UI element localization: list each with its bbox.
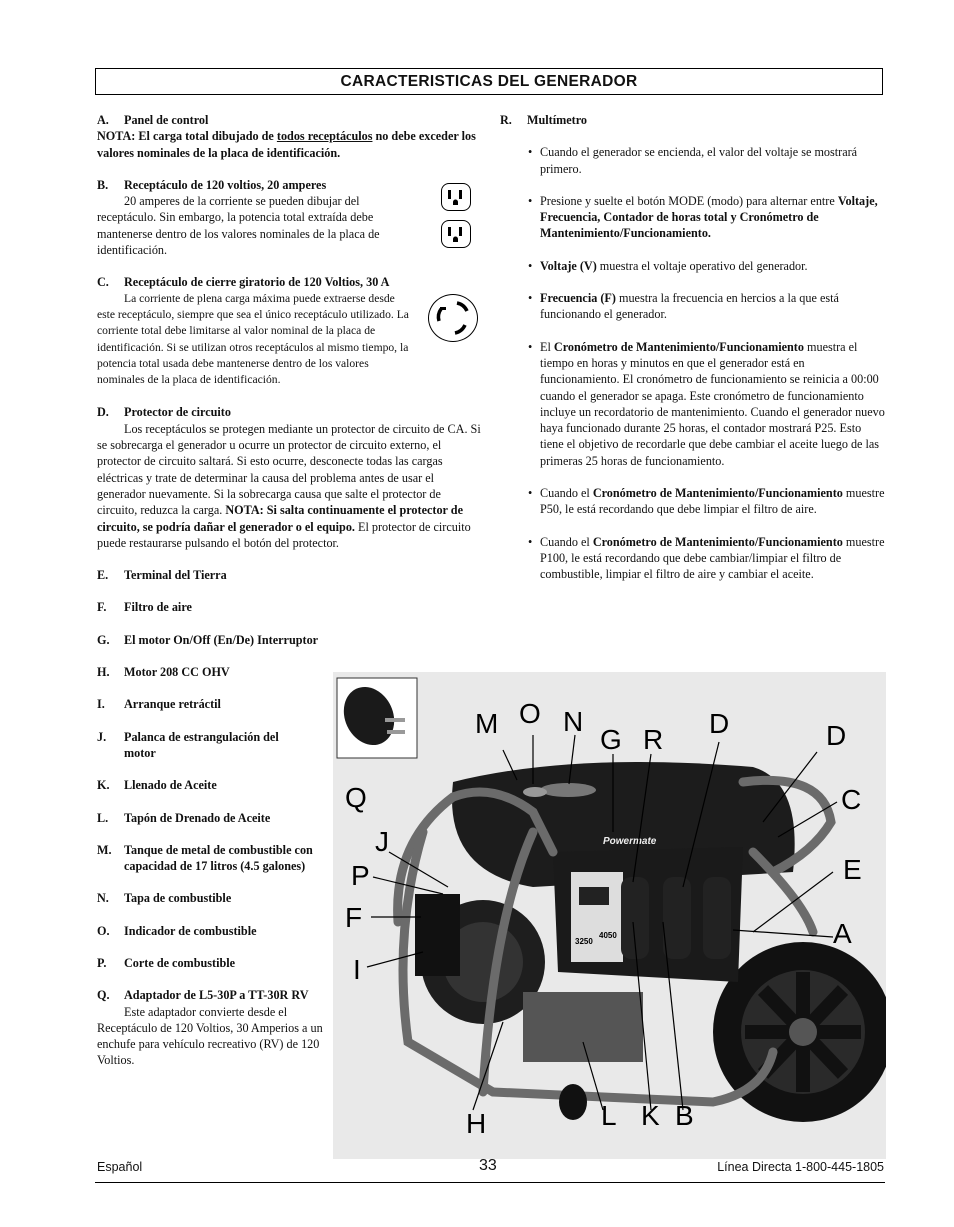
bullet-3: • Voltaje (V) muestra el voltaje operativo del generador. <box>528 258 808 273</box>
twist-lock-outlet-icon <box>428 294 478 342</box>
label-g: G <box>600 724 622 755</box>
brand-logo: Powermate <box>603 836 657 847</box>
item-a-note: NOTA: El carga total dibujado de todos receptáculos no debe exceder los valores nominales de la placa de identificación. <box>97 129 476 160</box>
bullet-2: • Presione y suelte el botón MODE (modo) para alternar entre Voltaje, Frecuencia, Contador de horas total y Cronómetro de Mantenimiento/Funcionamiento. <box>528 193 878 241</box>
duplex-outlet-icon <box>441 183 471 211</box>
item-o: O. Indicador de combustible <box>97 923 257 938</box>
label-d-right: D <box>826 720 847 751</box>
item-p: P. Corte de combustible <box>97 955 236 970</box>
label-a: A <box>833 918 852 949</box>
footer-hotline: Línea Directa 1-800-445-1805 <box>717 1160 884 1174</box>
item-g: G. El motor On/Off (En/De) Interruptor <box>97 632 319 647</box>
item-q-body: Este adaptador convierte desde el Receptáculo de 120 Voltios, 30 Amperios a un enchufe para vehículo recreativo (RV) de 120 Voltios. <box>97 1004 323 1068</box>
item-d: D. Protector de circuito Los receptáculos se protegen mediante un protector de circuito de CA. Si se sobrecarga el generador u ocurre un protector de circuito externo, el protector de circuito saltará. Si esto ocurre, desconecte todas las cargas eléctricas y trate de determinar la causa del problema antes de usar el generador nuevamente. Si la sobrecarga causa que salte el protector de circuito, reduzca la carga. NOTA: Si salta continuamente el protector de circuito, se podría dañar el generador o el equipo. El protector de circuito puede restaurarse pulsando el botón del protector. <box>97 405 481 550</box>
label-m: M <box>475 708 499 739</box>
item-r: R. Multímetro <box>500 113 588 127</box>
label-k: K <box>641 1100 660 1131</box>
item-i: I. Arranque retráctil <box>97 697 221 712</box>
panel-left-rating: 3250 <box>575 937 593 946</box>
item-c-body: La corriente de plena carga máxima puede extraerse desde este receptáculo, siempre que sea el único receptáculo utilizado. La corriente total debe limitarse al valor nominal de la placa de identificación. Si se utilizan otros receptáculos al mismo tiempo, la potencia total usada debe mantenerse dentro de los valores nominales de la placa de identificación. <box>97 291 409 387</box>
right-column <box>500 112 886 599</box>
section-title-box <box>95 68 883 95</box>
label-c: C <box>841 784 862 815</box>
item-d-title: Protector de circuito <box>124 405 231 420</box>
label-j: J <box>375 826 389 857</box>
bullet-5: • El Cronómetro de Mantenimiento/Funcionamiento muestra el tiempo en horas y minutos en que el generador está en funcionamiento. El cronómetro de funcionamiento se reinicia a 00:00 cuando el generador se apaga. Este cronómetro de funcionamiento incluye un recordatorio de mantenimiento. Cuando el generador nuevo haya funcionado durante 25 horas, el contador mostrará P25. Esto tiene el objetivo de recordarle que debe cambiar el aceite luego de las primeras 25 horas de funcionamiento. <box>528 339 885 468</box>
label-r: R <box>643 724 664 755</box>
item-a: A. Panel de control NOTA: El carga total dibujado de todos receptáculos no debe exceder los valores nominales de la placa de identificación. <box>97 112 482 161</box>
item-c: C. Receptáculo de cierre giratorio de 120 Voltios, 30 A La corriente de plena carga máxima puede extraerse desde este receptáculo, siempre que sea el único receptáculo utilizado. La corriente total debe limitarse al valor nominal de la placa de identificación. Si se utilizan otros receptáculos al mismo tiempo, la potencia total usada debe mantenerse dentro de los valores nominales de la placa de identificación. <box>97 274 482 388</box>
item-h: H. Motor 208 CC OHV <box>97 665 230 680</box>
label-p: P <box>351 860 370 891</box>
duplex-outlet-icon <box>441 220 471 248</box>
footer-rule <box>95 1182 885 1183</box>
label-i: I <box>353 954 361 985</box>
page-number: 33 <box>479 1157 497 1174</box>
item-a-title: Panel de control <box>124 113 209 127</box>
bullet-7: • Cuando el Cronómetro de Mantenimiento/Funcionamiento muestre P100, le está recordando que debe cambiar/limpiar el filtro de combustible, limpiar el filtro de aire y cambiar el aceite. <box>528 534 885 582</box>
bullet-4: • Frecuencia (F) muestra la frecuencia en hercios a la que está funcionando el generador. <box>528 291 839 322</box>
panel-right-rating: 4050 <box>599 931 617 940</box>
label-n: N <box>563 706 584 737</box>
item-j: J. Palanca de estrangulación del motor <box>97 729 279 760</box>
item-k: K. Llenado de Aceite <box>97 778 217 793</box>
item-d-body: Los receptáculos se protegen mediante un protector de circuito de CA. Si se sobrecarga el generador u ocurre un protector de circuito externo, el protector de circuito saltará. Si esto ocurre, desconecte todas las cargas eléctricas y trate de determinar la causa del problema antes de usar el generador nuevamente. Si la sobrecarga causa que salte el protector de circuito, reduzca la carga. NOTA: Si salta continuamente el protector de circuito, se podría dañar el generador o el equipo. El protector de circuito puede restaurarse pulsando el botón del protector. <box>97 421 481 550</box>
item-e: E. Terminal del Tierra <box>97 568 227 583</box>
item-b-body: 20 amperes de la corriente se pueden dibujar del receptáculo. Sin embargo, la potencia total extraída debe mantenerse dentro de los valores nominales de la placa de identificación. <box>97 194 380 258</box>
bullet-1: • Cuando el generador se encienda, el valor del voltaje se mostrará primero. <box>528 145 858 176</box>
label-h: H <box>466 1108 487 1139</box>
item-q: Q. Adaptador de L5-30P a TT-30R RV Este adaptador convierte desde el Receptáculo de 120 Voltios, 30 Amperios a un enchufe para vehículo recreativo (RV) de 120 Voltios. <box>97 987 327 1068</box>
section-title: CARACTERISTICAS DEL GENERADOR <box>340 72 638 90</box>
label-q: Q <box>345 782 367 813</box>
footer-language: Español <box>97 1160 143 1174</box>
item-m: M. Tanque de metal de combustible con capacidad de 17 litros (4.5 galones) <box>97 842 313 874</box>
item-b: B. Receptáculo de 120 voltios, 20 amperes 20 amperes de la corriente se pueden dibujar del receptáculo. Sin embargo, la potencia total extraída debe mantenerse dentro de los valores nominales de la placa de identificación. <box>97 177 482 258</box>
item-n: N. Tapa de combustible <box>97 891 232 906</box>
label-f: F <box>345 902 363 933</box>
generator-photo <box>333 672 886 1159</box>
label-e: E <box>843 854 862 885</box>
label-b: B <box>675 1100 694 1131</box>
item-b-title: Receptáculo de 120 voltios, 20 amperes <box>124 177 327 192</box>
label-l: L <box>601 1100 617 1131</box>
label-o: O <box>519 698 541 729</box>
item-q-title: Adaptador de L5-30P a TT-30R RV <box>124 988 309 1003</box>
bullet-6: • Cuando el Cronómetro de Mantenimiento/Funcionamiento muestre P50, le está recordando que debe limpiar el filtro de aire. <box>528 486 885 517</box>
item-l: L. Tapón de Drenado de Aceite <box>97 810 271 825</box>
item-f: F. Filtro de aire <box>97 600 192 615</box>
label-d-top: D <box>709 708 730 739</box>
item-c-title: Receptáculo de cierre giratorio de 120 Voltios, 30 A <box>124 275 390 290</box>
